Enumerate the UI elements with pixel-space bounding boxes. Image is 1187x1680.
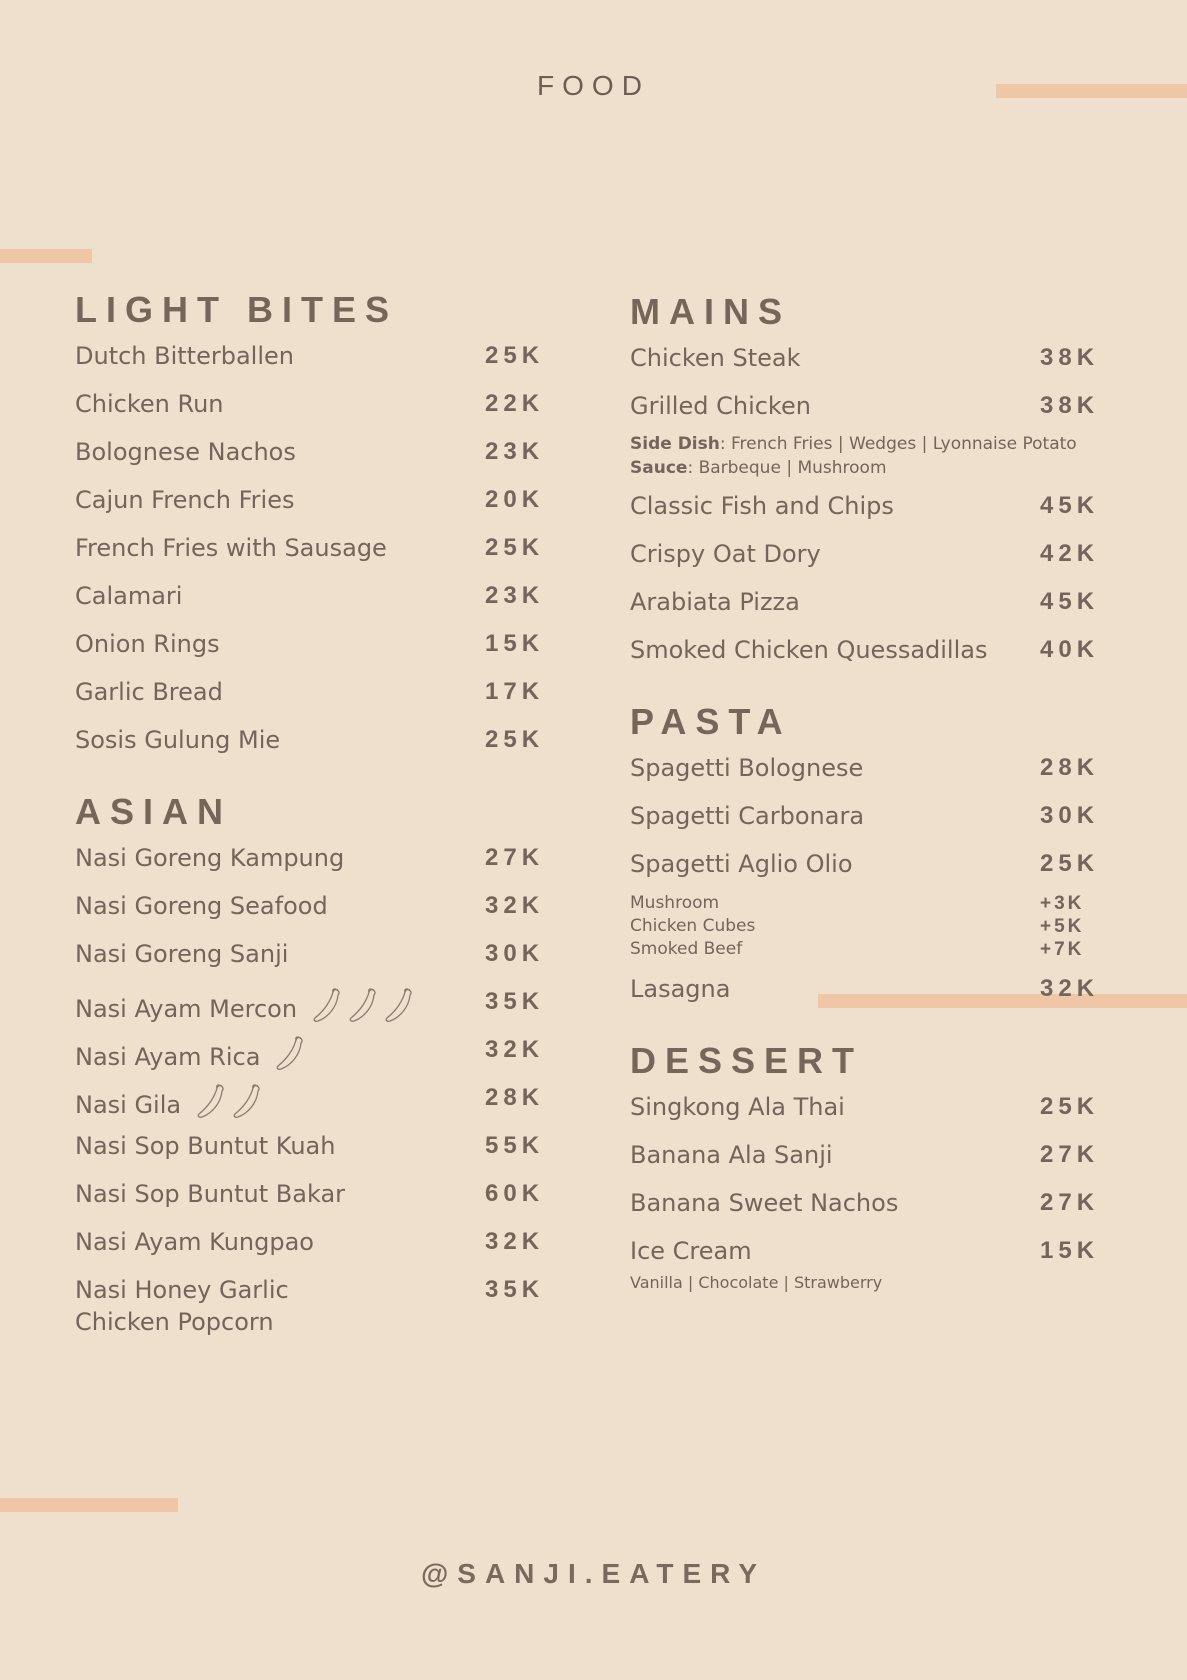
- item-price: 25K: [485, 342, 545, 369]
- list-item: [75, 388, 565, 436]
- item-name: [75, 1034, 308, 1080]
- left-column: [75, 288, 565, 1346]
- item-price: 32K: [1040, 975, 1100, 1002]
- pasta-list: [630, 752, 1120, 896]
- item-price: 32K: [485, 892, 545, 919]
- list-item: [75, 1130, 565, 1178]
- item-name: [630, 634, 987, 666]
- item-price: 22K: [485, 390, 545, 417]
- item-price: 28K: [485, 1084, 545, 1111]
- list-item: [75, 1226, 565, 1274]
- list-item: [75, 724, 565, 772]
- item-name: [630, 1139, 833, 1171]
- chili-rating: [311, 986, 417, 1032]
- item-price: 15K: [485, 630, 545, 657]
- chili-icon: [311, 986, 345, 1032]
- chili-icon: [231, 1082, 265, 1128]
- item-name-text: Nasi Ayam Mercon: [75, 995, 298, 1023]
- list-item: [75, 484, 565, 532]
- item-price: 55K: [485, 1132, 545, 1159]
- item-name-text: Banana Sweet Nachos: [630, 1189, 899, 1217]
- pasta-addons: [630, 892, 1120, 961]
- item-name-text: Cajun French Fries: [75, 486, 295, 514]
- addon-price: +3K: [1040, 893, 1085, 914]
- item-price: 28K: [1040, 754, 1100, 781]
- page-title: FOOD: [537, 70, 650, 101]
- item-name-line2: Chicken Popcorn: [75, 1308, 274, 1336]
- list-item: [630, 1091, 1120, 1139]
- list-item: [75, 340, 565, 388]
- list-item: [630, 342, 1120, 390]
- list-item: [630, 1187, 1120, 1235]
- list-item: [75, 580, 565, 628]
- addon-item: [630, 938, 1120, 961]
- item-name: [75, 676, 223, 708]
- section-heading-light-bites: LIGHT BITES: [75, 289, 398, 330]
- side-dish-options: : French Fries | Wedges | Lyonnaise Potato: [719, 434, 1077, 454]
- addon-price: +5K: [1040, 916, 1085, 937]
- sauce-options: : Barbeque | Mushroom: [687, 458, 887, 478]
- item-name: [75, 484, 294, 516]
- item-name: [75, 628, 220, 660]
- item-name-text: Calamari: [75, 582, 183, 610]
- item-name: [75, 1082, 265, 1128]
- sauce-label: Sauce: [630, 458, 688, 478]
- item-price: 42K: [1040, 540, 1100, 567]
- item-price: 27K: [485, 844, 545, 871]
- item-price: 27K: [1040, 1141, 1100, 1168]
- item-name: [75, 842, 344, 874]
- item-name: [75, 388, 224, 420]
- item-name: [630, 490, 894, 522]
- item-name: Lasagna: [630, 975, 731, 1003]
- addon-price: +7K: [1040, 939, 1085, 960]
- item-name-text: Grilled Chicken: [630, 392, 811, 420]
- item-name-text: Smoked Chicken Quessadillas: [630, 636, 988, 664]
- item-name-text: Onion Rings: [75, 630, 220, 658]
- list-item: [75, 1082, 565, 1130]
- item-name: [75, 986, 417, 1032]
- list-item: [75, 986, 565, 1034]
- item-name: [75, 1130, 335, 1162]
- item-name: [630, 586, 800, 618]
- item-price: 15K: [1040, 1237, 1100, 1264]
- item-price: 32K: [485, 1228, 545, 1255]
- item-name-text: Nasi Sop Buntut Kuah: [75, 1132, 336, 1160]
- item-name: [75, 580, 182, 612]
- chili-icon: [195, 1082, 229, 1128]
- addon-name: Mushroom: [630, 893, 720, 913]
- item-name-text: Spagetti Carbonara: [630, 802, 865, 830]
- list-item: [630, 634, 1120, 682]
- item-price: 23K: [485, 582, 545, 609]
- item-name-text: Nasi Goreng Sanji: [75, 940, 289, 968]
- item-name-text: Spagetti Bolognese: [630, 754, 864, 782]
- item-price: 23K: [485, 438, 545, 465]
- item-name: [75, 938, 288, 970]
- item-name-text: Nasi Goreng Seafood: [75, 892, 328, 920]
- list-item: [75, 890, 565, 938]
- section-heading-asian: ASIAN: [75, 791, 233, 832]
- item-name: [75, 1226, 314, 1258]
- item-name: [75, 436, 296, 468]
- item-name-text: Chicken Steak: [630, 344, 801, 372]
- chili-icon: [274, 1034, 308, 1080]
- mains-list-a: [630, 342, 1120, 438]
- item-name-text: Nasi Goreng Kampung: [75, 844, 345, 872]
- item-name-text: Arabiata Pizza: [630, 588, 800, 616]
- item-price: 30K: [1040, 802, 1100, 829]
- addon-item: [630, 892, 1120, 915]
- item-price: 38K: [1040, 344, 1100, 371]
- item-name: [630, 390, 811, 422]
- list-item: [630, 800, 1120, 848]
- list-item: [75, 628, 565, 676]
- accent-bar-left-top: [0, 249, 92, 263]
- chili-rating: [274, 1034, 308, 1080]
- item-name: [75, 340, 294, 372]
- item-name-text: Ice Cream: [630, 1237, 752, 1265]
- item-name-text: Banana Ala Sanji: [630, 1141, 833, 1169]
- light-bites-list: [75, 340, 565, 772]
- item-price: 32K: [485, 1036, 545, 1063]
- item-name: [630, 342, 801, 374]
- item-name: [630, 1187, 898, 1219]
- item-price: 35K: [485, 1276, 545, 1303]
- list-item: [75, 436, 565, 484]
- item-price: 45K: [1040, 588, 1100, 615]
- item-price: 40K: [1040, 636, 1100, 663]
- item-name-text: Sosis Gulung Mie: [75, 726, 281, 754]
- addon-item: [630, 915, 1120, 938]
- addon-name: Smoked Beef: [630, 939, 743, 959]
- list-item: [630, 538, 1120, 586]
- item-name-text: Bolognese Nachos: [75, 438, 296, 466]
- list-item: [630, 1139, 1120, 1187]
- item-name: [75, 890, 328, 922]
- list-item: [75, 842, 565, 890]
- item-name-text: Dutch Bitterballen: [75, 342, 294, 370]
- list-item: [75, 1178, 565, 1226]
- section-heading-mains: MAINS: [630, 291, 791, 332]
- item-name-text: Crispy Oat Dory: [630, 540, 821, 568]
- item-name-text: Classic Fish and Chips: [630, 492, 894, 520]
- item-name: [630, 800, 864, 832]
- list-item: [630, 490, 1120, 538]
- item-price: 20K: [485, 486, 545, 513]
- item-name: [75, 724, 280, 756]
- chili-icon: [347, 986, 381, 1032]
- item-name: [630, 848, 853, 880]
- item-price: 25K: [485, 726, 545, 753]
- item-name-text: Nasi Gila: [75, 1091, 182, 1119]
- item-name: [630, 1091, 845, 1123]
- item-name-text: Garlic Bread: [75, 678, 223, 706]
- list-item: [630, 848, 1120, 896]
- instagram-handle: @SANJI.EATERY: [420, 1558, 766, 1589]
- item-price: 17K: [485, 678, 545, 705]
- list-item: [630, 752, 1120, 800]
- item-name: [630, 538, 821, 570]
- section-heading-dessert: DESSERT: [630, 1040, 864, 1081]
- list-item: [75, 1274, 565, 1346]
- mains-side-dish-note: [630, 432, 1120, 480]
- item-price: 25K: [485, 534, 545, 561]
- addon-name: Chicken Cubes: [630, 916, 756, 936]
- ice-cream-flavors: Vanilla | Chocolate | Strawberry: [630, 1273, 883, 1292]
- item-name-text: French Fries with Sausage: [75, 534, 387, 562]
- item-name: [630, 1235, 752, 1267]
- item-name-text: Spagetti Aglio Olio: [630, 850, 853, 878]
- item-name: [75, 532, 387, 564]
- chili-icon: [383, 986, 417, 1032]
- item-price: 60K: [485, 1180, 545, 1207]
- item-name-text: Singkong Ala Thai: [630, 1093, 845, 1121]
- list-item: [75, 676, 565, 724]
- side-dish-label: Side Dish: [630, 434, 720, 454]
- list-item: [630, 586, 1120, 634]
- item-name-line1: Nasi Honey Garlic: [75, 1276, 289, 1304]
- item-price: 27K: [1040, 1189, 1100, 1216]
- item-name-text: Chicken Run: [75, 390, 224, 418]
- item-price: 38K: [1040, 392, 1100, 419]
- dessert-list: [630, 1091, 1120, 1283]
- item-name-text: Nasi Ayam Kungpao: [75, 1228, 314, 1256]
- accent-bar-left-bottom: [0, 1498, 178, 1512]
- item-price: 35K: [485, 988, 545, 1015]
- item-name-text: Nasi Sop Buntut Bakar: [75, 1180, 346, 1208]
- item-price: 45K: [1040, 492, 1100, 519]
- item-name: [75, 1274, 289, 1338]
- item-price: 25K: [1040, 850, 1100, 877]
- item-name-text: Nasi Ayam Rica: [75, 1043, 261, 1071]
- mains-list-b: [630, 490, 1120, 682]
- list-item: [75, 532, 565, 580]
- asian-list: [75, 842, 565, 1346]
- item-name: [75, 1178, 345, 1210]
- item-price: 25K: [1040, 1093, 1100, 1120]
- list-item: [630, 390, 1120, 438]
- item-name: [630, 752, 863, 784]
- section-heading-pasta: PASTA: [630, 701, 792, 742]
- item-price: 30K: [485, 940, 545, 967]
- right-column: [630, 290, 1120, 1305]
- list-item: [75, 938, 565, 986]
- chili-rating: [195, 1082, 265, 1128]
- list-item: [630, 973, 1120, 1021]
- list-item: [75, 1034, 565, 1082]
